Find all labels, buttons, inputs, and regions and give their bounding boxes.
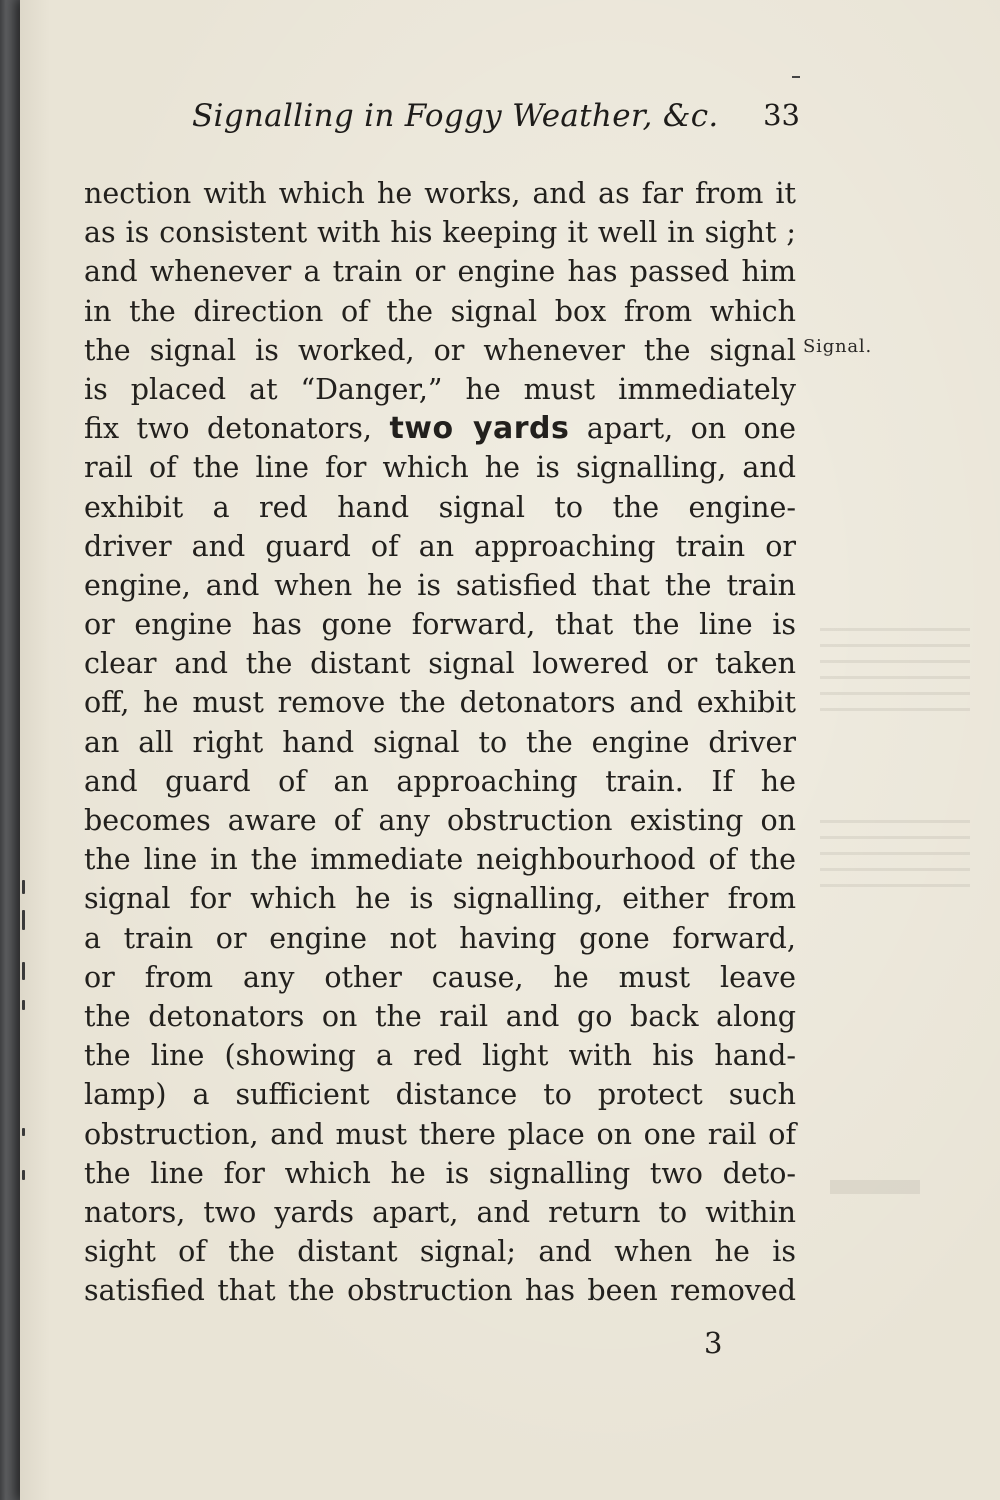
text-line: obstruction, and must there place on one rail of xyxy=(84,1117,796,1151)
text-line: and guard of an approaching train. If he xyxy=(84,764,796,798)
text-line: the line for which he is signalling two deto- xyxy=(84,1156,796,1190)
bleed-through-note-2 xyxy=(820,820,970,890)
text-line: nection with which he works, and as far from it xyxy=(84,177,796,210)
text-line: the detonators on the rail and go back along xyxy=(84,999,796,1033)
bleed-through-note-3 xyxy=(830,1180,920,1194)
text-line: lamp) a sufficient distance to protect such xyxy=(84,1078,796,1112)
text-line: as is consistent with his keeping it well in sight ; xyxy=(84,216,796,250)
text-line: rail of the line for which he is signalling, and xyxy=(84,451,796,485)
text-line-emphasis xyxy=(84,409,796,448)
margin-note: Signal. xyxy=(803,336,873,357)
body-text xyxy=(84,174,796,1310)
text-line: off, he must remove the detonators and exhibit xyxy=(84,686,796,720)
page-edge-marks xyxy=(20,860,32,1260)
signature-mark: 3 xyxy=(704,1326,723,1360)
text-line: the line (showing a red light with his hand- xyxy=(84,1039,796,1073)
text-line: driver and guard of an approaching train or xyxy=(84,529,796,563)
page-number: 33 xyxy=(763,98,800,132)
text-line: sight of the distant signal; and when he is xyxy=(84,1235,796,1269)
text-line: or engine has gone forward, that the line is xyxy=(84,608,796,642)
text-segment: fix two detonators, xyxy=(84,412,390,446)
text-line: a train or engine not having gone forward, xyxy=(84,921,796,955)
book-page xyxy=(20,0,1000,1500)
text-line: clear and the distant signal lowered or taken xyxy=(84,647,796,681)
text-line: the signal is worked, or whenever the signal xyxy=(84,333,796,367)
bold-emphasis: two yards xyxy=(389,411,570,447)
text-line: satisfied that the obstruction has been removed xyxy=(84,1274,796,1308)
bleed-through-note-1 xyxy=(820,628,970,718)
text-segment: apart, on one xyxy=(569,412,796,446)
text-line: becomes aware of any obstruction existing on xyxy=(84,804,796,837)
corner-mark xyxy=(792,76,800,78)
text-line: or from any other cause, he must leave xyxy=(84,960,796,994)
running-title: Signalling in Foggy Weather, &c. xyxy=(192,98,719,134)
text-line: and whenever a train or engine has passed him xyxy=(84,255,796,289)
text-line: signal for which he is signalling, either from xyxy=(84,882,796,916)
running-header xyxy=(170,98,800,138)
text-line: is placed at “Danger,” he must immediately xyxy=(84,372,796,406)
text-line: an all right hand signal to the engine driver xyxy=(84,725,796,759)
text-line: nators, two yards apart, and return to within xyxy=(84,1195,796,1229)
text-line: the line in the immediate neighbourhood of the xyxy=(84,843,796,877)
text-line: in the direction of the signal box from which xyxy=(84,294,796,328)
text-line: exhibit a red hand signal to the engine- xyxy=(84,490,796,524)
text-line: engine, and when he is satisfied that the train xyxy=(84,568,796,602)
